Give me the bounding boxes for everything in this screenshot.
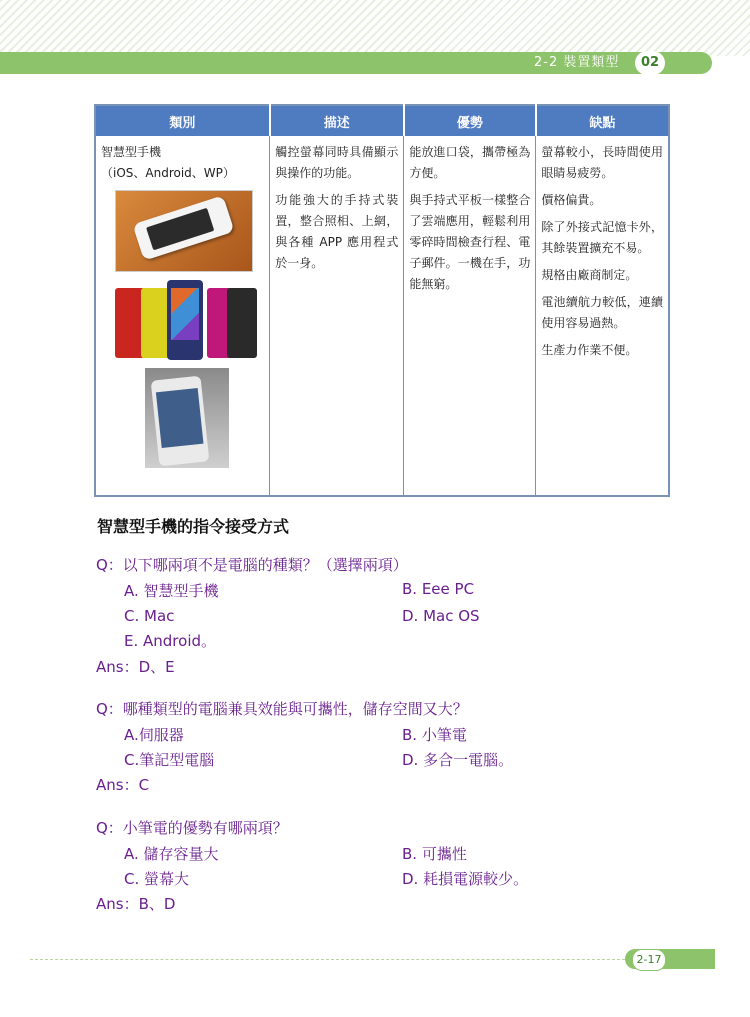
- question-3: Q：小筆電的優勢有哪兩項？: [96, 819, 288, 837]
- header-disadvantages: 缺點: [536, 105, 669, 136]
- answer-1: Ans：D、E: [96, 658, 175, 676]
- chapter-number-badge: 02: [635, 51, 665, 75]
- option-1c: C. Mac: [124, 607, 175, 625]
- category-cell: [95, 136, 270, 496]
- disadvantage-text: 螢幕較小，長時間使用眼睛易疲勞。: [541, 145, 663, 180]
- option-1a: A. 智慧型手機: [124, 582, 219, 600]
- option-2a: A.伺服器: [124, 726, 184, 744]
- table-row: [95, 136, 669, 496]
- table-header-row: [95, 105, 669, 136]
- option-3b: B. 可攜性: [402, 845, 467, 863]
- disadvantage-text: 除了外接式記憶卡外，其餘裝置擴充不易。: [541, 220, 663, 255]
- footer-divider: [30, 959, 630, 960]
- header-advantages: 優勢: [404, 105, 536, 136]
- htc-phone-photo: [145, 368, 229, 468]
- disadvantage-text: 規格由廠商制定。: [541, 268, 638, 282]
- disadvantage-text: 電池續航力較低，連續使用容易過熱。: [541, 295, 663, 330]
- header-hatch-pattern: [0, 0, 750, 56]
- question-1: Q：以下哪兩項不是電腦的種類？（選擇兩項）: [96, 556, 408, 574]
- question-2: Q：哪種類型的電腦兼具效能與可攜性，儲存空間又大？: [96, 700, 468, 718]
- description-text: 功能強大的手持式裝置，整合照相、上網，與各種 APP 應用程式於一身。: [275, 193, 399, 270]
- option-1d: D. Mac OS: [402, 607, 480, 625]
- header-description: 描述: [270, 105, 404, 136]
- description-text: 觸控螢幕同時具備顯示與操作的功能。: [275, 145, 399, 180]
- option-3a: A. 儲存容量大: [124, 845, 219, 863]
- page-number: 2-17: [632, 949, 666, 971]
- category-os: （iOS、Android、WP）: [101, 166, 235, 180]
- option-3d: D. 耗損電源較少。: [402, 870, 529, 888]
- disadvantage-text: 生產力作業不便。: [541, 343, 638, 357]
- option-1e: E. Android。: [124, 632, 217, 650]
- advantages-cell: [404, 136, 536, 496]
- option-2c: C.筆記型電腦: [124, 751, 215, 769]
- answer-2: Ans：C: [96, 776, 150, 794]
- option-2d: D. 多合一電腦。: [402, 751, 514, 769]
- advantage-text: 與手持式平板一樣整合了雲端應用，輕鬆利用零碎時間檢查行程、電子郵件。一機在手，功能無窮。: [409, 193, 531, 291]
- comparison-table: [94, 104, 670, 497]
- iphone-photo: [115, 190, 253, 272]
- answer-3: Ans：B、D: [96, 895, 176, 913]
- option-1b: B. Eee PC: [402, 580, 475, 598]
- option-3c: C. 螢幕大: [124, 870, 190, 888]
- category-name: 智慧型手機: [101, 145, 162, 159]
- option-2b: B. 小筆電: [402, 726, 467, 744]
- windows-phones-photo: [115, 280, 253, 360]
- section-heading: 智慧型手機的指令接受方式: [97, 517, 290, 536]
- disadvantages-cell: [536, 136, 669, 496]
- section-title: 2-2 裝置類型: [534, 55, 620, 70]
- header-category: 類別: [95, 105, 270, 136]
- description-cell: [270, 136, 404, 496]
- disadvantage-text: 價格偏貴。: [541, 193, 602, 207]
- advantage-text: 能放進口袋，攜帶極為方便。: [409, 145, 531, 180]
